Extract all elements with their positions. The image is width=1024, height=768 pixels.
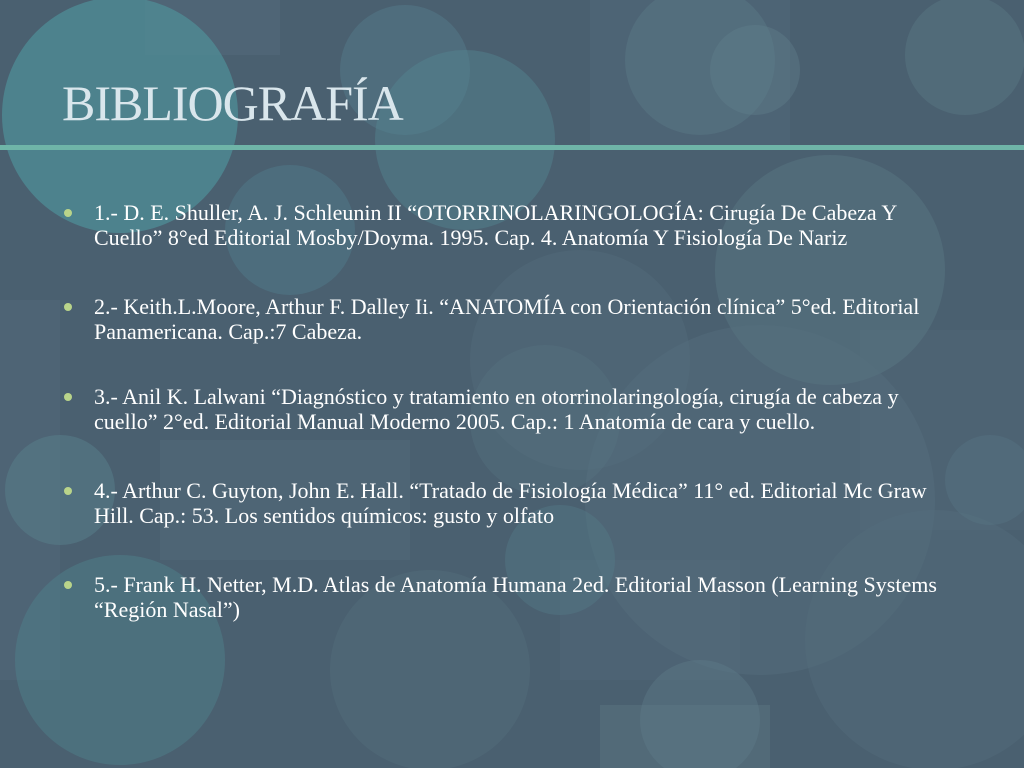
bullet-icon [64,393,72,401]
list-item [64,478,964,528]
reference-text: 2.- Keith.L.Moore, Arthur F. Dalley Ii. “ANATOMÍA con Orientación clínica” 5°ed. Editorial Panamericana. Cap.:7 Cabeza. [94,294,920,344]
list-item [64,294,964,344]
list-item [64,200,964,250]
slide-title: BIBLIOGRAFÍA [62,75,403,131]
title-divider [0,145,1024,150]
bullet-icon [64,487,72,495]
bullet-icon [64,209,72,217]
reference-text: 4.- Arthur C. Guyton, John E. Hall. “Tratado de Fisiología Médica” 11° ed. Editorial Mc Graw Hill. Cap.: 53. Los sentidos químicos: gusto y olfato [94,478,927,528]
reference-text: 1.- D. E. Shuller, A. J. Schleunin II “OTORRINOLARINGOLOGÍA: Cirugía De Cabeza Y Cuello” 8°ed Editorial Mosby/Doyma. 1995. Cap. 4. Anatomía Y Fisiología De Nariz [94,200,897,250]
bullet-icon [64,581,72,589]
list-item [64,572,964,622]
reference-text: 5.- Frank H. Netter, M.D. Atlas de Anatomía Humana 2ed. Editorial Masson (Learning Systems “Región Nasal”) [94,572,937,622]
bullet-icon [64,303,72,311]
bibliography-list [64,200,964,666]
reference-text: 3.- Anil K. Lalwani “Diagnóstico y tratamiento en otorrinolaringología, cirugía de cabeza y cuello” 2°ed. Editorial Manual Moderno 2005. Cap.: 1 Anatomía de cara y cuello. [94,384,899,434]
list-item [64,384,964,434]
